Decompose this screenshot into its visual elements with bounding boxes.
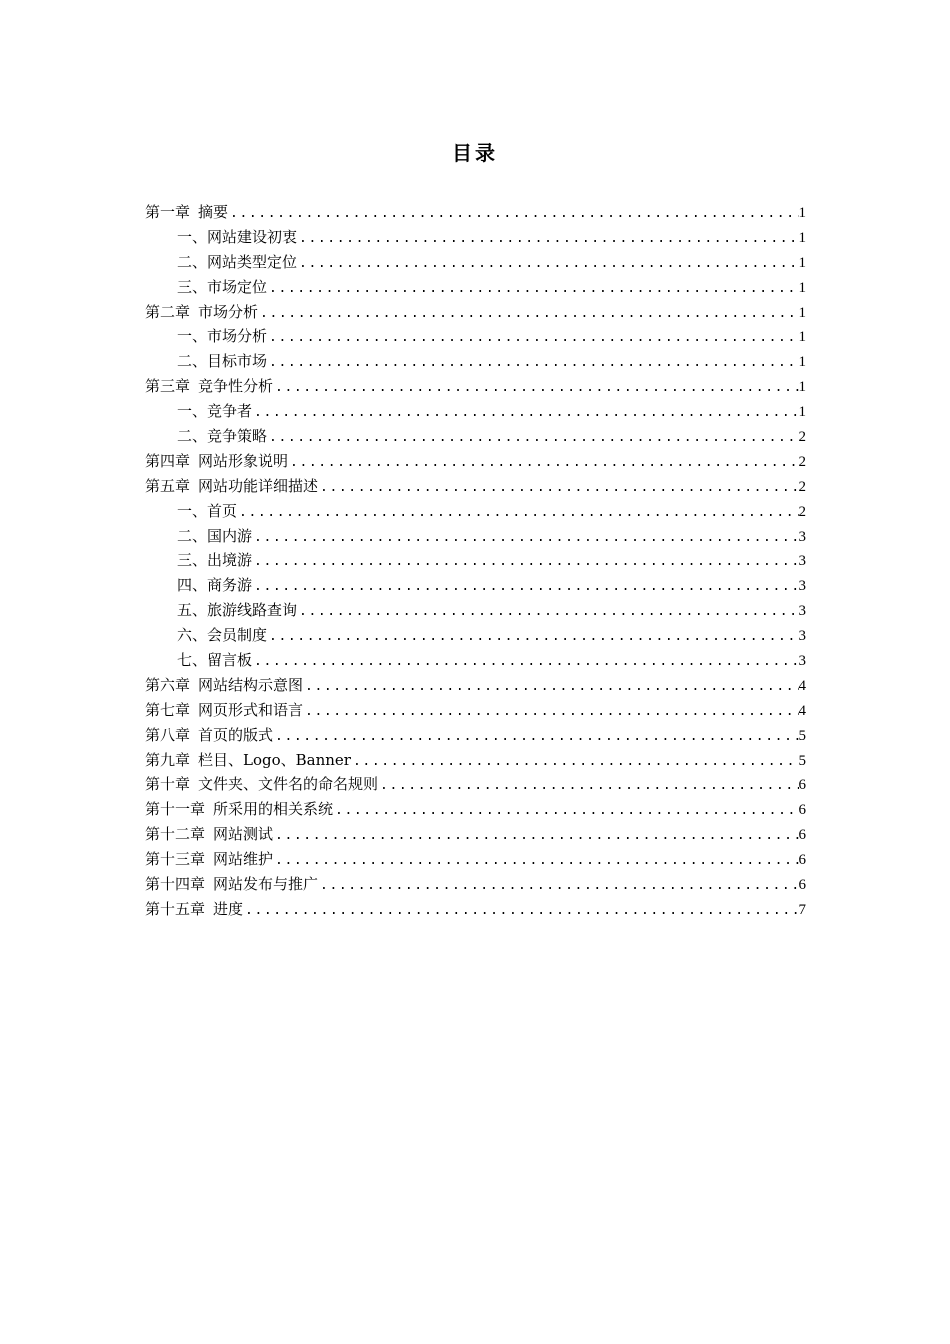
toc-entry-label: [177, 548, 252, 573]
toc-chapter-number: 第二章: [145, 302, 191, 321]
toc-dot-leader: [252, 550, 798, 575]
toc-dot-leader: [252, 526, 798, 551]
toc-chapter-number: 第七章: [145, 700, 191, 719]
toc-entry[interactable]: [145, 673, 806, 698]
toc-entry-label: [177, 275, 267, 300]
toc-dot-leader: [252, 650, 798, 675]
toc-entry[interactable]: [145, 474, 806, 499]
toc-entry[interactable]: [145, 822, 806, 847]
toc-entry[interactable]: [145, 623, 806, 648]
toc-page-number: 5: [798, 727, 806, 744]
toc-entry-title: 七、留言板: [177, 651, 253, 670]
toc-dot-leader: [333, 799, 798, 824]
toc-entry-title: 栏目、Logo、Banner: [198, 750, 351, 769]
toc-chapter-number: 第一章: [145, 203, 191, 221]
toc-entry-label: [145, 847, 273, 872]
toc-entry-title: 一、竞争者: [177, 402, 253, 421]
toc-page-number: 3: [798, 578, 806, 595]
toc-entry-label: [177, 250, 297, 275]
toc-entry[interactable]: [145, 424, 806, 449]
toc-entry-label: [177, 225, 297, 250]
toc-page-number: 3: [798, 528, 806, 545]
toc-page-number: 7: [798, 901, 806, 918]
toc-entry-title: 二、竞争策略: [177, 427, 268, 446]
toc-entry[interactable]: [145, 648, 806, 673]
toc-page-number: 3: [798, 653, 806, 670]
toc-entry-label: [177, 598, 297, 623]
toc-dot-leader: [288, 451, 798, 476]
toc-page-number: 4: [798, 677, 806, 694]
toc-entry-label: [177, 573, 252, 598]
toc-entry[interactable]: [145, 449, 806, 474]
toc-dot-leader: [258, 302, 798, 327]
toc-entry-title: 网站结构示意图: [198, 675, 304, 694]
toc-entry[interactable]: [145, 772, 806, 797]
toc-entry-title: 三、出境游: [177, 551, 253, 570]
toc-entry-label: [145, 748, 351, 773]
toc-page-number: 2: [798, 429, 806, 446]
toc-dot-leader: [273, 725, 798, 750]
toc-entry-title: 文件夹、文件名的命名规则: [198, 775, 379, 794]
toc-entry[interactable]: [145, 847, 806, 872]
toc-entry-label: [145, 449, 288, 474]
toc-entry[interactable]: [145, 399, 806, 424]
toc-entry-title: 二、目标市场: [177, 352, 268, 371]
toc-page-number: 6: [798, 852, 806, 869]
toc-entry-title: 五、旅游线路查询: [177, 601, 298, 620]
toc-dot-leader: [273, 849, 798, 874]
toc-entry-title: 首页的版式: [198, 725, 274, 744]
toc-entry-title: 市场分析: [198, 302, 259, 321]
toc-dot-leader: [318, 874, 798, 899]
toc-entry-label: [177, 524, 252, 549]
toc-entry-title: 网站形象说明: [198, 451, 289, 470]
toc-entry[interactable]: [145, 349, 806, 374]
toc-entry[interactable]: [145, 723, 806, 748]
toc-page-number: 6: [798, 827, 806, 844]
toc-page-number: 1: [798, 205, 806, 221]
toc-entry-title: 三、市场定位: [177, 277, 268, 296]
toc-dot-leader: [273, 376, 798, 401]
toc-page-number: 1: [798, 379, 806, 396]
toc-entry-label: [145, 673, 303, 698]
toc-dot-leader: [303, 700, 798, 725]
toc-page-number: 6: [798, 802, 806, 819]
toc-page-number: 6: [798, 877, 806, 894]
toc-entry[interactable]: [145, 897, 806, 922]
toc-entry[interactable]: [145, 374, 806, 399]
toc-dot-leader: [228, 202, 798, 227]
toc-dot-leader: [252, 575, 798, 600]
toc-dot-leader: [297, 252, 798, 277]
toc-entry-title: 网站发布与推广: [213, 875, 319, 894]
toc-chapter-number: 第四章: [145, 451, 191, 470]
toc-entry-label: [145, 374, 273, 399]
toc-entry-title: 竞争性分析: [198, 377, 274, 396]
toc-page-number: 1: [798, 279, 806, 296]
toc-entry-label: [145, 797, 333, 822]
toc-entry-label: [177, 424, 267, 449]
toc-entry-label: [177, 648, 252, 673]
toc-entry-title: 一、市场分析: [177, 327, 268, 346]
toc-entry[interactable]: [145, 225, 806, 250]
toc-entry-label: [145, 872, 318, 897]
toc-page-number: 1: [798, 304, 806, 321]
toc-entry[interactable]: [145, 324, 806, 349]
toc-chapter-number: 第六章: [145, 675, 191, 694]
toc-list: [145, 200, 806, 922]
toc-dot-leader: [267, 351, 798, 376]
toc-page-number: 2: [798, 478, 806, 495]
toc-page-number: 1: [798, 229, 806, 246]
toc-page-number: 3: [798, 628, 806, 645]
toc-page-number: 2: [798, 503, 806, 520]
toc-entry[interactable]: [145, 872, 806, 897]
toc-dot-leader: [267, 326, 798, 351]
toc-entry[interactable]: [145, 499, 806, 524]
toc-entry[interactable]: [145, 548, 806, 573]
toc-chapter-number: 第五章: [145, 476, 191, 495]
toc-entry-title: 网站测试: [213, 825, 274, 844]
toc-entry[interactable]: [145, 573, 806, 598]
toc-entry-label: [177, 623, 267, 648]
toc-entry-label: [145, 822, 273, 847]
toc-page-number: 1: [798, 329, 806, 346]
toc-entry-label: [177, 349, 267, 374]
toc-dot-leader: [378, 774, 798, 799]
toc-entry[interactable]: [145, 300, 806, 325]
toc-entry[interactable]: [145, 250, 806, 275]
toc-page-number: 3: [798, 553, 806, 570]
toc-entry-title: 网页形式和语言: [198, 700, 304, 719]
toc-entry-label: [145, 723, 273, 748]
toc-entry-title: 二、网站类型定位: [177, 252, 298, 271]
toc-entry-title: 四、商务游: [177, 576, 253, 595]
toc-entry-label: [145, 698, 303, 723]
toc-page-number: 2: [798, 453, 806, 470]
toc-entry-label: [145, 897, 243, 922]
toc-chapter-number: 第三章: [145, 377, 191, 396]
toc-entry-title: 所采用的相关系统: [213, 800, 334, 819]
toc-dot-leader: [252, 401, 798, 426]
toc-dot-leader: [237, 501, 798, 526]
toc-dot-leader: [303, 675, 798, 700]
toc-entry-title: 网站维护: [213, 850, 274, 869]
toc-entry-label: [177, 324, 267, 349]
toc-entry-label: [177, 399, 252, 424]
toc-dot-leader: [297, 600, 798, 625]
toc-entry-title: 摘要: [198, 203, 229, 221]
toc-entry-title: 网站功能详细描述: [198, 476, 319, 495]
toc-chapter-number: 第十二章: [145, 825, 206, 844]
toc-dot-leader: [267, 625, 798, 650]
toc-entry[interactable]: [145, 748, 806, 773]
toc-entry-title: 进度: [213, 899, 244, 918]
toc-entry[interactable]: [145, 524, 806, 549]
toc-entry-title: 六、会员制度: [177, 626, 268, 645]
toc-chapter-number: 第十三章: [145, 850, 206, 869]
toc-entry-label: [145, 474, 318, 499]
toc-chapter-number: 第八章: [145, 725, 191, 744]
toc-dot-leader: [297, 227, 798, 252]
toc-chapter-number: 第十一章: [145, 800, 206, 819]
toc-page-number: 1: [798, 254, 806, 271]
toc-title: 目录: [452, 141, 498, 165]
toc-entry-title: 二、国内游: [177, 526, 253, 545]
toc-entry[interactable]: [145, 698, 806, 723]
toc-chapter-number: 第十四章: [145, 875, 206, 894]
toc-entry-label: [145, 772, 378, 797]
toc-entry-label: [177, 499, 237, 524]
toc-entry-title: 一、网站建设初衷: [177, 227, 298, 246]
toc-page-number: 3: [798, 603, 806, 620]
toc-dot-leader: [273, 824, 798, 849]
toc-dot-leader: [243, 899, 798, 924]
toc-entry[interactable]: [145, 598, 806, 623]
toc-dot-leader: [351, 750, 799, 775]
toc-dot-leader: [318, 476, 798, 501]
toc-entry[interactable]: [145, 275, 806, 300]
toc-entry-label: [145, 200, 228, 225]
toc-page-number: 1: [798, 404, 806, 421]
toc-page-number: 4: [798, 702, 806, 719]
toc-chapter-number: 第九章: [145, 750, 191, 769]
toc-dot-leader: [267, 426, 798, 451]
toc-chapter-number: 第十章: [145, 775, 191, 794]
toc-entry[interactable]: [145, 797, 806, 822]
toc-entry[interactable]: [145, 200, 806, 225]
toc-page-number: 6: [798, 777, 806, 794]
toc-chapter-number: 第十五章: [145, 899, 206, 918]
toc-entry-title: 一、首页: [177, 501, 238, 520]
toc-entry-label: [145, 300, 258, 325]
toc-page-number: 1: [798, 354, 806, 371]
toc-page-number: 5: [798, 752, 806, 769]
toc-dot-leader: [267, 277, 798, 302]
